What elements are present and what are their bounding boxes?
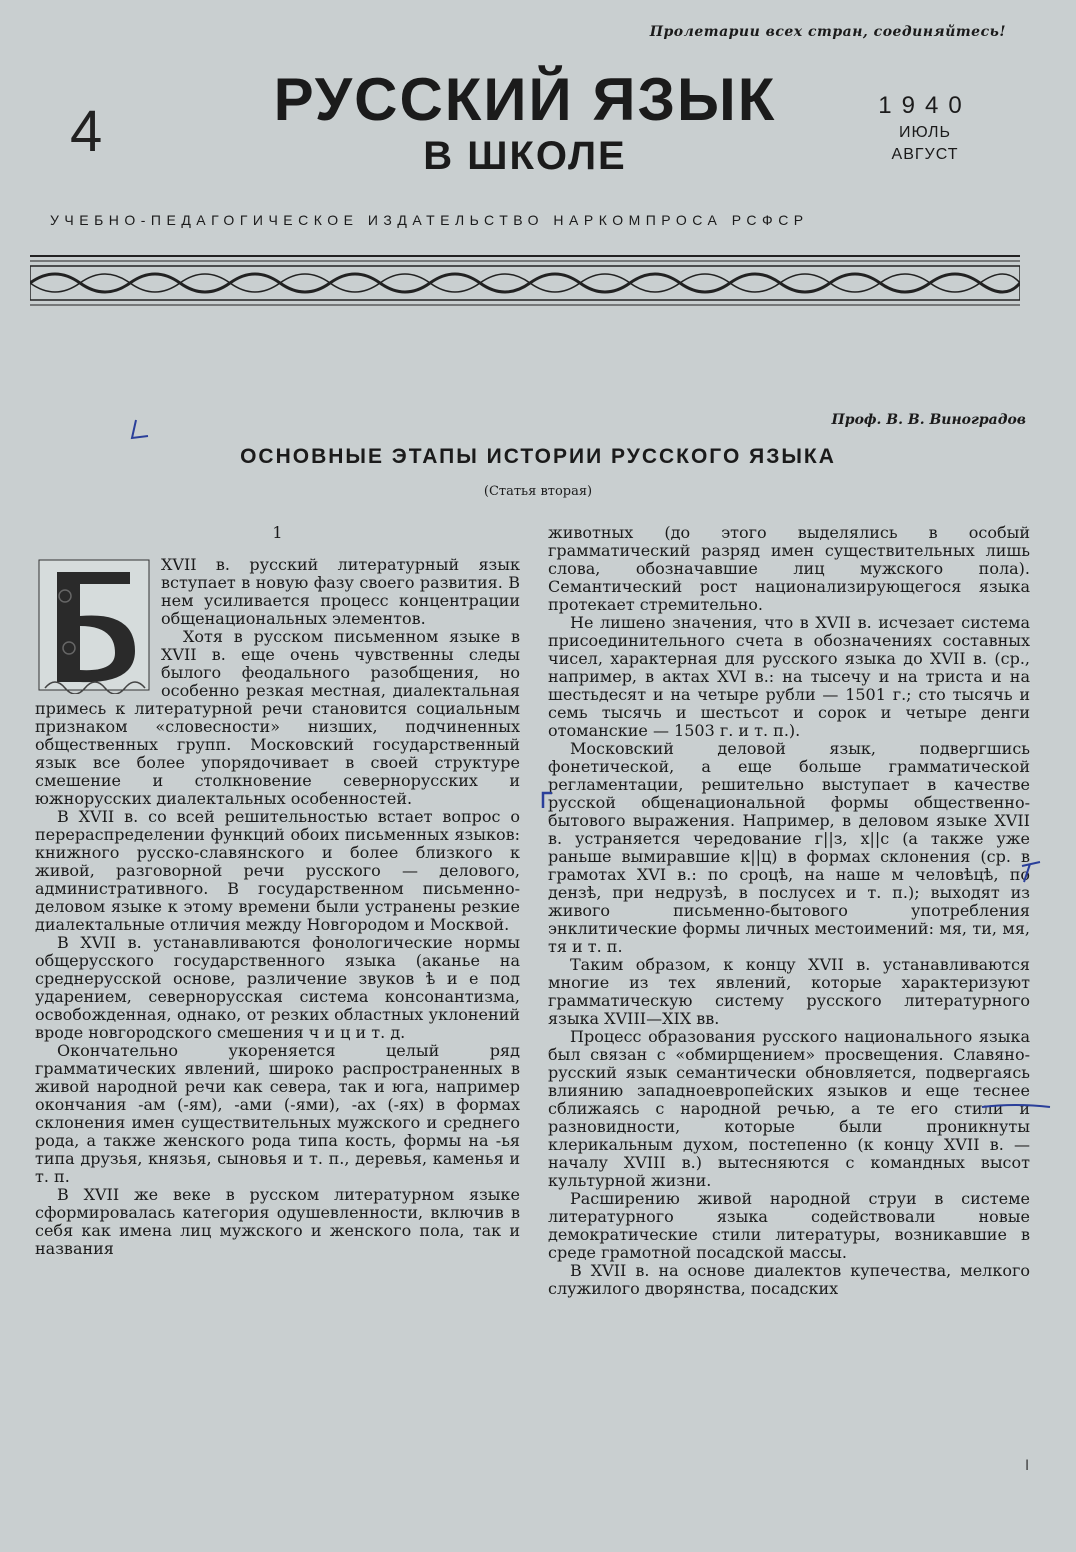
pencil-mark [122,418,152,444]
paragraph: Московский деловой язык, подвергшись фонетической, а еще больше грамматической регламентации, решительно выступает в качестве русской общенациональной формы общественно-бытового выражения. Например, в деловом языке XVII в. устраняется чередование г||з, х||с (а также уже раньше вымиравшие к||ц) в формах склонения (ср. в грамотах XVI в.: по сроцѣ, на наше м человѣцѣ, по дензѣ, при недрузѣ, в послусех и т. п.); выходят из живого письменно-бытового употребления энклитические формы личных местоимений: мя, ти, мя, тя и т. п. [548,739,1030,956]
paragraph: Процесс образования русского национального языка был связан с «обмирщением» просвещения. Славяно-русский язык семантически обновляется, подвергаясь влиянию западноевропейских языков и еще теснее сближаясь с народной речью, а те его стили и разновидности, которые были проникнуты клерикальным духом, постепенно (к концу XVII в. — началу XVIII в.) вытесняются с командных высот культурной жизни. [548,1027,1030,1190]
pencil-underline [980,1098,1052,1112]
right-column [548,524,1030,1298]
issue-number: 4 [70,99,103,164]
journal-title-line2: В ШКОЛЕ [423,134,627,178]
paragraph: Окончательно укореняется целый ряд грамматических явлений, широко распространенных в живой народной речи как севера, так и юга, например окончания -ам (-ям), -ами (-ями), -ах (-ях) в формах склонения имен существительных мужского и среднего рода, а также женского рода типа кость, формы на -ья типа друзья, князья, сыновья и т. п., деревья, каменья и т. п. [35,1041,520,1186]
issue-month-1: ИЮЛЬ [899,124,951,141]
journal-title-line1: РУССКИЙ ЯЗЫК [273,66,777,133]
section-number: 1 [272,523,283,542]
issue-date [865,92,985,164]
paragraph: В XVII в. на основе диалектов купечества, мелкого служилого дворянства, посадских [548,1261,1030,1298]
ornamental-initial [35,556,153,694]
paragraph: Расширению живой народной струи в системе литературного языка содействовали новые демократические стили литературы, возникавшие в среде грамотной посадской массы. [548,1189,1030,1262]
paragraph: Таким образом, к концу XVII в. устанавливаются многие из тех явлений, которые характеризуют грамматическую систему русского литературного языка XVIII—XIX вв. [548,955,1030,1028]
pencil-bracket [538,790,554,810]
dropcap-letter: В [88,628,100,644]
article-author: Проф. В. В. Виноградов [831,412,1026,428]
page-mark: ǀ [1025,1458,1030,1474]
paragraph: животных (до этого выделялись в особый грамматический разряд имен существительных лишь слова, обозначавшие лиц мужского пола). Семантический рост национализирующегося языка протекает стремительно. [548,523,1030,614]
journal-title [245,66,805,178]
pencil-tick [1020,860,1044,884]
issue-year: 1940 [878,92,972,119]
issue-month-2: АВГУСТ [891,146,959,163]
paragraph: Хотя в русском письменном языке в XVII в. еще очень чувственны следы былого феодального разобщения, но особенно резкая местная, диалектальная примесь к литературной речи становится социальным признаком «словесности» низших, подчиненных общественных групп. Московский государственный язык все более упорядочивает в своей структуре смешение и столкновение севернорусских и южнорусских диалектальных особенностей. [35,627,520,808]
paragraph: Не лишено значения, что в XVII в. исчезает система присоединительного счета в обозначениях составных чисел, характерная для русского языка до XVII в. (ср., например, в актах XVI в.: на тысечу и на триста и на шестьдесят и на четыре рубли — 1501 г.; сто тысячь и семь тысячь и шестьсот и сорок и четыре денги отоманские — 1503 г. и т. п.). [548,613,1030,740]
ornamental-border [30,250,1020,310]
article-title: ОСНОВНЫЕ ЭТАПЫ ИСТОРИИ РУССКОГО ЯЗЫКА [240,445,836,468]
paragraph: XVII в. русский литературный язык вступает в новую фазу своего развития. В нем усиливается процесс концентрации общенациональных элементов. [161,555,520,628]
left-column [35,524,520,1258]
paragraph: В XVII в. устанавливаются фонологические нормы общерусского государственного языка (аканье на среднерусской основе, различение звуков ѣ и е под ударением, севернорусская система консонантизма, освобожденная, однако, от резких областных уклонений вроде новгородского смешения ч и ц и т. д. [35,933,520,1042]
motto: Пролетарии всех стран, соединяйтесь! [649,24,1006,40]
paragraph: В XVII в. со всей решительностью встает вопрос о перераспределении функций обоих письменных языков: книжного русско-славянского и более близкого к живой, разговорной речи русского — делового, административного. В государственном письменно-деловом языке к этому времени были устранены резкие диалектальные отличия между Новгородом и Москвой. [35,807,520,934]
article-subtitle: (Статья вторая) [483,484,593,499]
paragraph: В XVII же веке в русском литературном языке сформировалась категория одушевленности, включив в себя как имена лиц мужского и женского пола, так и названия [35,1185,520,1258]
publisher-line: УЧЕБНО-ПЕДАГОГИЧЕСКОЕ ИЗДАТЕЛЬСТВО НАРКОМПРОСА РСФСР [50,212,809,228]
